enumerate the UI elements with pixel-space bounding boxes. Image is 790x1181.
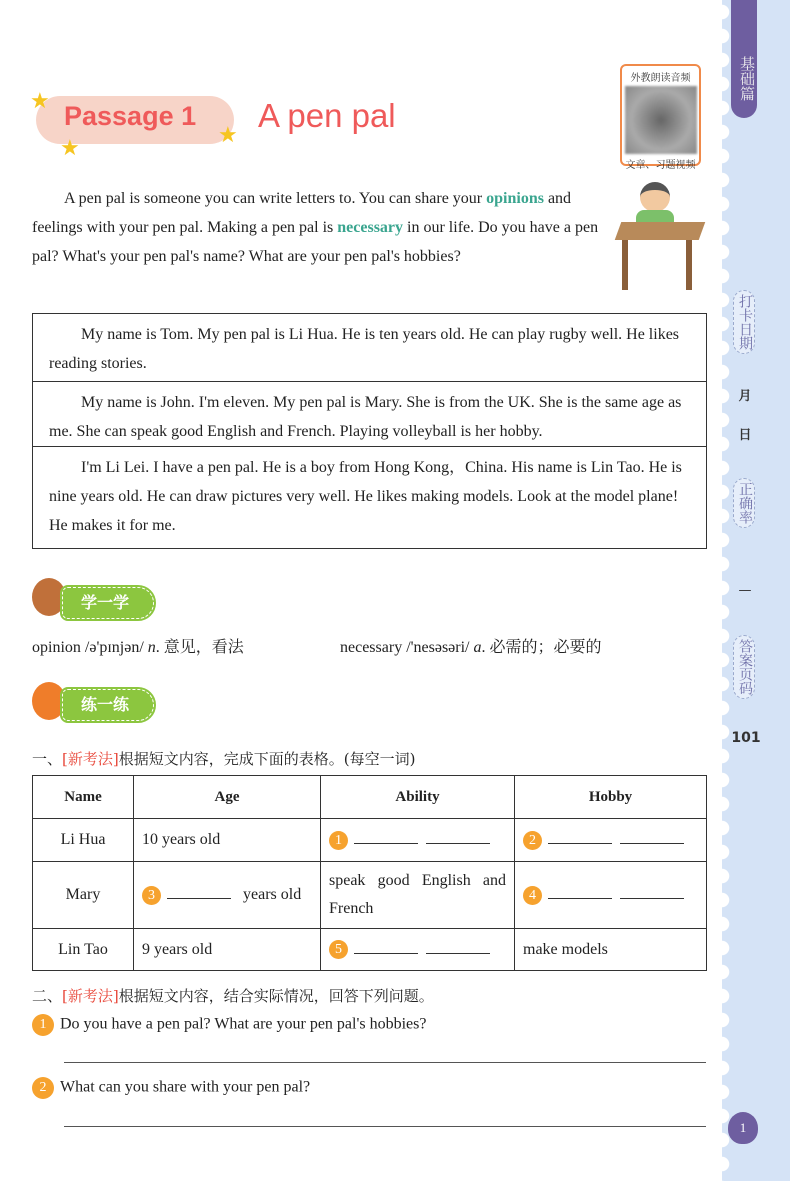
- table-row: [33, 862, 707, 929]
- blank-line[interactable]: [426, 830, 490, 844]
- passage-number: Passage 1: [64, 101, 197, 131]
- cell-age: 10 years old: [134, 819, 321, 862]
- vocab-word: opinion /ə'pɪnjən/: [32, 639, 148, 656]
- vocab-word: necessary /'nesəsəri/: [340, 639, 474, 656]
- checkin-label: 打卡日期: [733, 290, 755, 354]
- question-number: 2: [32, 1077, 54, 1099]
- keyword-opinions: opinions: [486, 190, 544, 207]
- qr-top-label: 外教朗读音频: [630, 73, 691, 84]
- qr-code-box[interactable]: [620, 64, 701, 171]
- section-tab: 基础篇: [731, 0, 757, 118]
- cell-age-blank[interactable]: [134, 862, 321, 929]
- practice-badge: 练一练: [62, 689, 154, 721]
- section-instruction: 根据短文内容，完成下面的表格。(每空一词): [118, 750, 416, 768]
- page-number: 1: [739, 1120, 747, 1135]
- vocab-definition: . 意见，看法: [155, 639, 244, 656]
- blank-line[interactable]: [426, 940, 490, 954]
- blank-line[interactable]: [548, 830, 612, 844]
- lion-mascot-icon: [32, 682, 66, 720]
- blank-number: 2: [523, 831, 542, 850]
- letter-box-tom: My name is Tom. My pen pal is Li Hua. He is ten years old. He can play rugby well. He likes reading stories.: [32, 313, 707, 382]
- intro-text: in our life. Do you have a pen pal? What's your pen pal's name? What are your pen pal's hobbies?: [32, 219, 599, 265]
- month-label: 月: [738, 389, 752, 404]
- header-ability: Ability: [321, 776, 515, 819]
- section-1-heading: [32, 748, 415, 769]
- fill-in-table: [32, 775, 707, 971]
- new-format-tag: [新考法]: [62, 750, 119, 768]
- cell-hobby: make models: [515, 929, 707, 971]
- intro-text: A pen pal is someone you can write letters to. You can share your: [64, 190, 487, 207]
- question-1: [32, 1014, 426, 1036]
- answer-page-number: 101: [731, 730, 761, 746]
- header-hobby: Hobby: [515, 776, 707, 819]
- blank-line[interactable]: [620, 830, 684, 844]
- vocab-necessary: [340, 634, 602, 657]
- vocab-pos: n: [147, 639, 156, 656]
- day-label: 日: [738, 428, 752, 443]
- question-text: What can you share with your pen pal?: [60, 1078, 311, 1096]
- qr-bottom-label: 文章、习题视频: [625, 160, 696, 171]
- paw-page-number: [728, 1112, 758, 1144]
- section-number: 二、: [32, 987, 63, 1005]
- cell-name: Mary: [33, 862, 134, 929]
- star-icon: ★: [30, 88, 50, 113]
- header-name: Name: [33, 776, 134, 819]
- page-title: A pen pal: [258, 97, 396, 134]
- answer-line-1[interactable]: [64, 1062, 706, 1063]
- keyword-necessary: necessary: [337, 219, 404, 236]
- cell-name: Li Hua: [33, 819, 134, 862]
- question-text: Do you have a pen pal? What are your pen pal's hobbies?: [60, 1015, 427, 1033]
- boy-writing-illustration: [614, 182, 706, 292]
- intro-text: and feelings with your pen pal. Making a pen pal is: [32, 190, 572, 236]
- qr-code[interactable]: [625, 86, 697, 154]
- question-2: [32, 1077, 310, 1099]
- accuracy-label: 正确率: [733, 478, 755, 528]
- table-header-row: [33, 776, 707, 819]
- vocab-pos: a: [473, 639, 482, 656]
- vocab-opinion: [32, 634, 244, 657]
- cell-ability-blank[interactable]: [321, 819, 515, 862]
- blank-line[interactable]: [354, 830, 418, 844]
- blank-number: 1: [329, 831, 348, 850]
- cell-hobby-blank[interactable]: [515, 819, 707, 862]
- table-row: [33, 929, 707, 971]
- letter-box-john: My name is John. I'm eleven. My pen pal is Mary. She is from the UK. She is the same age as me. She can speak good English and French. Playing volleyball is her hobby.: [32, 381, 707, 447]
- cell-ability-blank[interactable]: [321, 929, 515, 971]
- header-age: Age: [134, 776, 321, 819]
- cell-name: Lin Tao: [33, 929, 134, 971]
- star-icon: ★: [218, 122, 238, 147]
- years-old-text: years old: [243, 886, 302, 904]
- accuracy-separator: —: [738, 583, 752, 598]
- cell-hobby-blank[interactable]: [515, 862, 707, 929]
- hedgehog-mascot-icon: [32, 578, 66, 616]
- cell-age: 9 years old: [134, 929, 321, 971]
- blank-line[interactable]: [548, 885, 612, 899]
- cell-ability: speak good English and French: [321, 862, 515, 929]
- question-number: 1: [32, 1014, 54, 1036]
- section-number: 一、: [32, 750, 63, 768]
- letter-box-li-lei: I'm Li Lei. I have a pen pal. He is a boy from Hong Kong，China. His name is Lin Tao. He is nine years old. He can draw pictures very well. He likes making models. Look at the model plane! He makes it for me.: [32, 446, 707, 549]
- blank-number: 5: [329, 940, 348, 959]
- answer-line-2[interactable]: [64, 1126, 706, 1127]
- blank-number: 4: [523, 886, 542, 905]
- table-row: [33, 819, 707, 862]
- answer-page-label: 答案页码: [733, 635, 755, 699]
- blank-line[interactable]: [354, 940, 418, 954]
- section-instruction: 根据短文内容，结合实际情况，回答下列问题。: [118, 987, 434, 1005]
- blank-line[interactable]: [167, 885, 231, 899]
- star-icon: ★: [60, 135, 80, 160]
- new-format-tag: [新考法]: [62, 987, 119, 1005]
- blank-number: 3: [142, 886, 161, 905]
- section-2-heading: [32, 985, 434, 1006]
- blank-line[interactable]: [620, 885, 684, 899]
- vocab-definition: . 必需的；必要的: [481, 639, 602, 656]
- intro-paragraph: [32, 184, 602, 271]
- learn-badge: 学一学: [62, 587, 154, 619]
